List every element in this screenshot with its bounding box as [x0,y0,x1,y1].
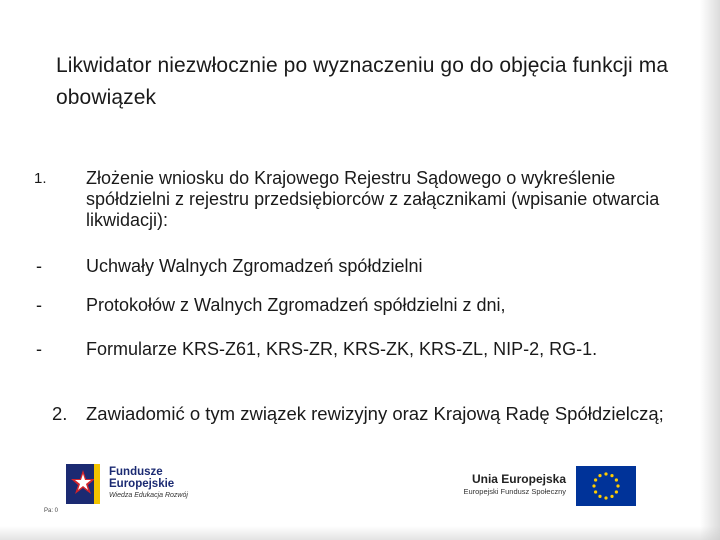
list-marker: - [36,256,42,276]
eu-star-icon [604,472,607,475]
funding-logos-bar [58,458,648,518]
ue-line1: Unia Europejska [471,472,566,486]
eu-star-icon [594,490,597,493]
footer-mark: Pa: 0 [44,508,59,514]
fe-line1: Fundusze [109,466,163,478]
eu-star-icon [594,478,597,481]
eu-star-icon [592,484,595,487]
eu-star-icon [610,474,613,477]
list-item-text: Uchwały Walnych Zgromadzeń spółdzielni [86,256,423,276]
list-marker: 1. [34,170,47,187]
list-marker: 2. [52,403,68,424]
fe-line2: Europejskie [109,478,175,490]
ue-line2: Europejski Fundusz Społeczny [463,487,566,496]
fundusze-europejskie-star-icon [64,460,104,510]
list-item-text: Zawiadomić o tym związek rewizyjny oraz Krajową Radę Spółdzielczą; [86,403,664,424]
slide-shadow-right [700,0,720,540]
list-item-text: Złożenie wniosku do Krajowego Rejestru Sądowego o wykreślenie spółdzielni z rejestru przedsiębiorców z załącznikami (wpisanie otwarcia likwidacji): [86,168,660,230]
eu-star-icon [598,474,601,477]
eu-star-icon [615,478,618,481]
eu-star-icon [604,496,607,499]
eu-star-icon [610,495,613,498]
list-marker: - [36,339,42,359]
fe-line3: Wiedza Edukacja Rozwój [109,492,188,499]
list-marker: - [36,295,42,315]
eu-flag-icon [576,466,636,506]
list-item-text: Formularze KRS-Z61, KRS-ZR, KRS-ZK, KRS-ZL, NIP-2, RG-1. [86,339,598,359]
eu-star-icon [616,484,619,487]
eu-star-icon [598,495,601,498]
fundusze-europejskie-logo [64,460,199,514]
eu-star-icon [615,490,618,493]
slide-shadow-bottom [0,526,720,540]
unia-europejska-text [446,472,566,498]
slide-title: Likwidator niezwłocznie po wyznaczeniu go do objęcia funkcji ma obowiązek [56,54,669,109]
fundusze-europejskie-text [109,466,188,502]
list-item-text: Protokołów z Walnych Zgromadzeń spółdzielni z dni, [86,295,506,315]
